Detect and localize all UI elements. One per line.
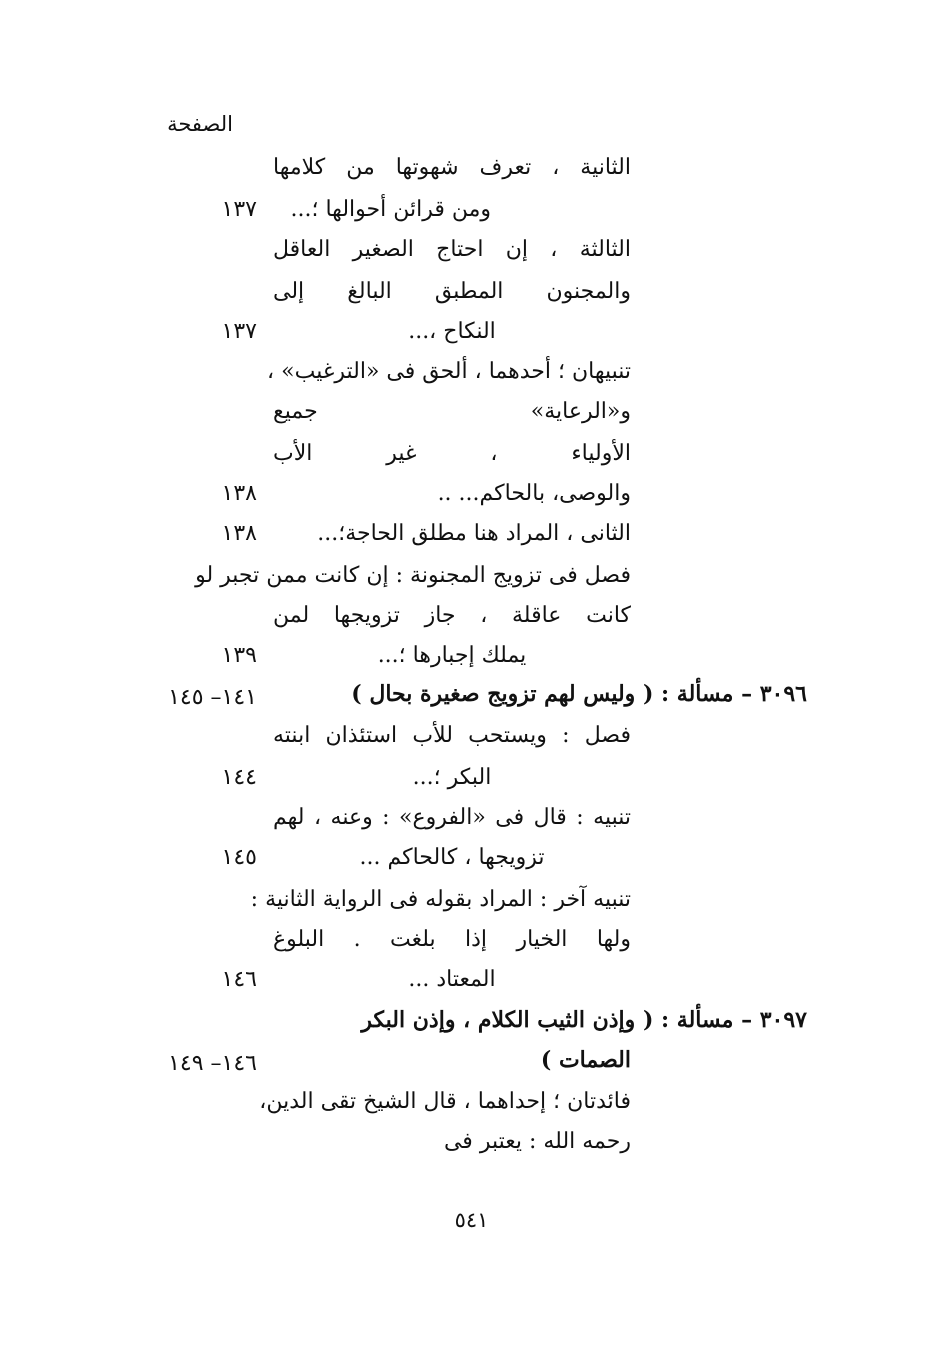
page-reference: ١٣٩ bbox=[221, 643, 257, 668]
index-line: والمجنون المطبق البالغ إلى bbox=[273, 279, 631, 304]
page-reference: ١٣٨ bbox=[221, 481, 257, 506]
page-reference: ١٣٧ bbox=[221, 319, 257, 344]
index-line: المعتاد ... bbox=[408, 967, 496, 992]
index-line: رحمه الله : يعتبر فى bbox=[443, 1129, 631, 1154]
page-reference: ١٤٦ bbox=[221, 967, 257, 992]
page-reference: ١٣٧ bbox=[221, 197, 257, 222]
page-reference: ١٤٥ bbox=[221, 845, 257, 870]
page-column-header: الصفحة bbox=[167, 112, 233, 136]
index-line: فصل : ويستحب للأب استئذان ابنته bbox=[273, 723, 631, 748]
page-range: ١٤٦– ١٤٩ bbox=[168, 1051, 257, 1076]
index-line: الثالثة ، إن احتاج الصغير العاقل bbox=[273, 237, 631, 262]
section-entry-3096: ٣٠٩٦ – مسألة : ( وليس لهم تزويج صغيرة بحال ) bbox=[351, 681, 807, 707]
page-reference: ١٤٤ bbox=[221, 765, 257, 790]
page-range: ١٤١– ١٤٥ bbox=[168, 685, 257, 710]
index-line: تنبيه : قال فى «الفروع» : وعنه ، لهم bbox=[273, 805, 631, 830]
index-line: كانت عاقلة ، جاز تزويجها لمن bbox=[273, 603, 631, 628]
index-line: فصل فى تزويج المجنونة : إن كانت ممن تجبر لو bbox=[195, 563, 631, 588]
index-line: و«الرعاية» جميع bbox=[273, 399, 631, 424]
index-line: ولها الخيار إذا بلغت . البلوغ bbox=[273, 927, 631, 952]
page-number: ٥٤١ bbox=[454, 1208, 489, 1232]
index-line: الأولياء ، غير الأب bbox=[273, 441, 631, 466]
page-reference: ١٣٨ bbox=[221, 521, 257, 546]
section-entry-3097: ٣٠٩٧ – مسألة : ( وإذن الثيب الكلام ، وإذن البكر bbox=[361, 1007, 807, 1033]
index-line: تنبيهان ؛ أحدهما ، ألحق فى «الترغيب» ، bbox=[267, 359, 631, 384]
index-line: البكر ؛... bbox=[412, 765, 492, 790]
index-line: الثانى ، المراد هنا مطلق الحاجة؛... bbox=[317, 521, 631, 546]
index-line: الثانية ، تعرف شهوتها من كلامها bbox=[273, 155, 631, 180]
index-line: تنبيه آخر : المراد بقوله فى الرواية الثانية : bbox=[250, 887, 631, 912]
index-line: ومن قرائن أحوالها ؛... bbox=[290, 197, 491, 222]
index-line: النكاح ،... bbox=[408, 319, 496, 344]
section-entry-3097-continued: الصمات ) bbox=[540, 1047, 631, 1073]
index-line: فائدتان ؛ إحداهما ، قال الشيخ تقى الدين، bbox=[259, 1089, 631, 1114]
index-line: تزويجها ، كالحاكم ... bbox=[359, 845, 545, 870]
index-line: والوصى، بالحاكم... .. bbox=[437, 481, 631, 506]
index-line: يملك إجبارها ؛... bbox=[377, 643, 527, 668]
